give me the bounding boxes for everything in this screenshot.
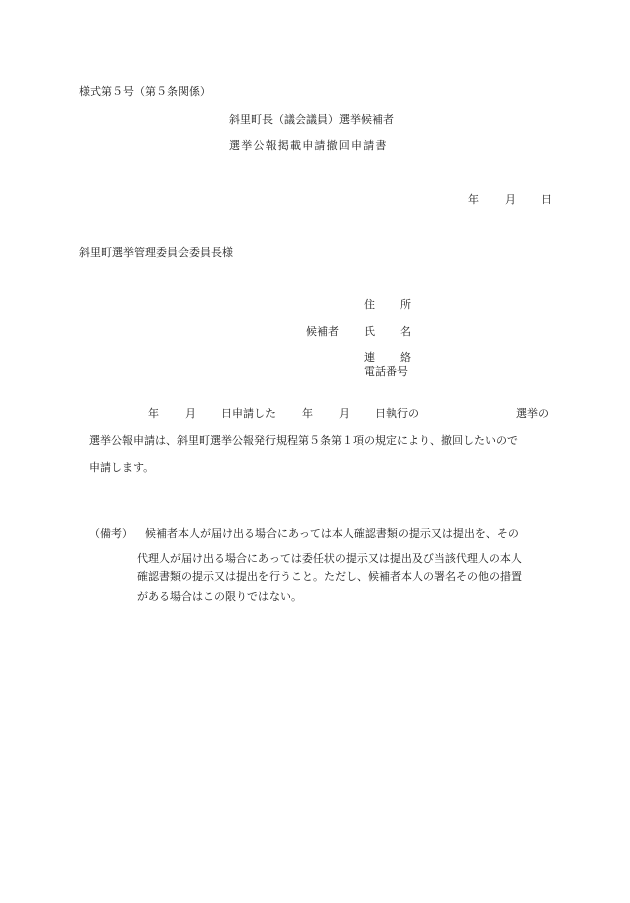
note-line-4: がある場合はこの限りではない。: [137, 590, 302, 603]
body-year2: 年: [302, 407, 313, 420]
body-day-held: 日執行の: [375, 407, 419, 420]
note-line-3: 確認書類の提示又は提出を行うこと。ただし、候補者本人の署名その他の措置: [137, 570, 522, 583]
note-line-2: 代理人が届け出る場合にあっては委任状の提示又は提出及び当該代理人の本人: [137, 552, 522, 565]
notes-label: （備考）: [89, 527, 133, 540]
body-election: 選挙の: [516, 407, 549, 420]
document-title-line1: 斜里町長（議会議員）選挙候補者: [229, 113, 394, 126]
date-month-label: 月: [505, 193, 516, 206]
form-number: 様式第５号（第５条関係）: [79, 85, 211, 98]
name-label: 氏 名: [364, 325, 411, 338]
body-month1: 月: [185, 407, 196, 420]
phone-label: 電話番号: [364, 365, 408, 378]
date-day-label: 日: [541, 193, 552, 206]
body-day-applied: 日申請した: [221, 407, 276, 420]
body-month2: 月: [339, 407, 350, 420]
date-year-label: 年: [468, 193, 479, 206]
contact-label: 連 絡: [364, 351, 411, 364]
body-line3: 申請します。: [89, 461, 155, 474]
body-year1: 年: [148, 407, 159, 420]
address-label: 住 所: [364, 298, 411, 311]
candidate-label: 候補者: [306, 325, 339, 338]
body-line2: 選挙公報申請は、斜里町選挙公報発行規程第５条第１項の規定により、撤回したいので: [89, 434, 518, 447]
note-line-1: 候補者本人が届け出る場合にあっては本人確認書類の提示又は提出を、その: [145, 527, 519, 540]
addressee: 斜里町選挙管理委員会委員長様: [79, 246, 233, 259]
document-title-line2: 選挙公報掲載申請撤回申請書: [229, 139, 388, 152]
